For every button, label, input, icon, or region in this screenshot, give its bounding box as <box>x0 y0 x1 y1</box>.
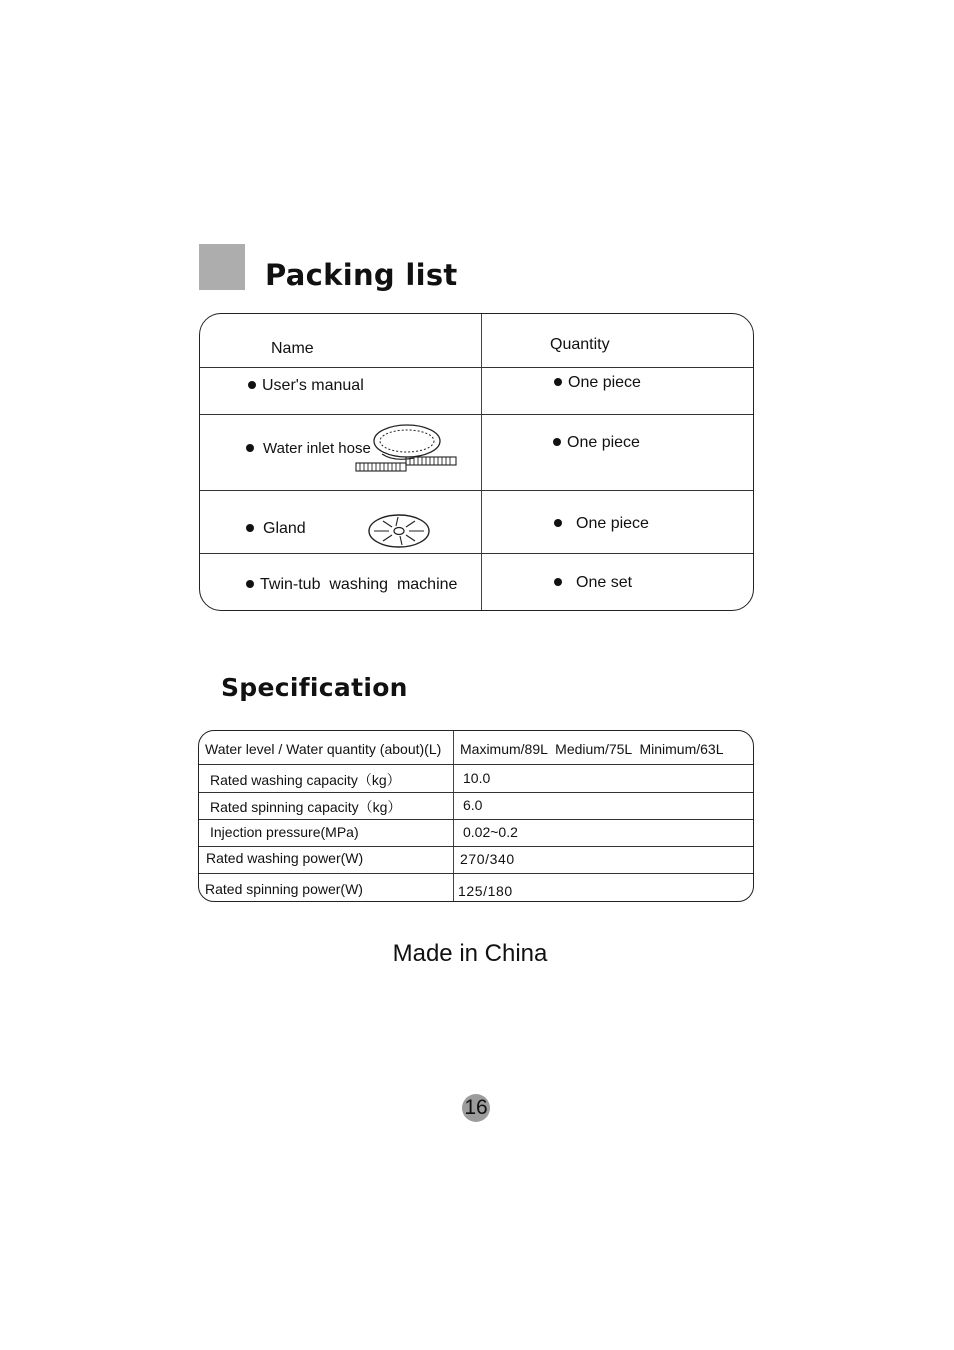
spec-label: Rated spinning power(W) <box>205 881 363 897</box>
spec-label: Water level / Water quantity (about)(L) <box>205 741 442 757</box>
row-divider <box>200 367 753 368</box>
item-quantity: One set <box>554 574 632 592</box>
item-quantity: One piece <box>554 515 649 533</box>
row-divider <box>199 792 753 793</box>
specification-title: Specification <box>221 673 408 702</box>
header-quantity: Quantity <box>550 336 610 353</box>
spec-label: Rated washing capacity（kg） <box>210 772 401 788</box>
item-name: Twin-tub washing machine <box>260 576 458 593</box>
spec-value: 125/180 <box>458 883 513 899</box>
bullet-icon <box>246 524 254 532</box>
bullet-icon <box>246 580 254 588</box>
table-row-gland <box>246 520 306 538</box>
spec-label: Rated washing power(W) <box>206 850 364 866</box>
item-name: User's manual <box>262 377 364 394</box>
row-divider <box>199 873 753 874</box>
row-divider <box>200 490 753 491</box>
item-quantity: One piece <box>553 434 640 452</box>
spec-value: 0.02~0.2 <box>463 824 518 840</box>
spec-value: 270/340 <box>460 851 515 867</box>
bullet-icon <box>553 438 561 446</box>
spec-value: 6.0 <box>463 797 483 813</box>
row-divider <box>200 553 753 554</box>
bullet-icon <box>554 519 562 527</box>
packing-list-table <box>199 313 754 611</box>
made-in-china-text: Made in China <box>392 940 548 967</box>
row-divider <box>199 764 753 765</box>
page-number-badge: 16 <box>462 1094 490 1122</box>
table-row-water-inlet-hose <box>246 440 371 457</box>
table-row-twin-tub <box>246 576 457 594</box>
bullet-icon <box>554 378 562 386</box>
packing-list-title: Packing list <box>265 258 458 292</box>
hose-icon <box>354 422 458 478</box>
bullet-icon <box>554 578 562 586</box>
bullet-icon <box>246 444 254 452</box>
table-row-users-manual <box>248 377 364 395</box>
row-divider <box>200 414 753 415</box>
item-name: Water inlet hose <box>263 440 371 457</box>
header-name: Name <box>271 340 314 357</box>
spec-label: Injection pressure(MPa) <box>210 824 359 840</box>
spec-value: 10.0 <box>463 770 491 786</box>
row-divider <box>199 819 753 820</box>
spec-label: Rated spinning capacity（kg） <box>210 799 402 815</box>
column-divider <box>481 314 482 610</box>
specification-table <box>198 730 754 902</box>
item-name: Gland <box>263 520 306 537</box>
spec-value: Maximum/89L Medium/75L Minimum/63L <box>460 741 724 757</box>
gland-icon <box>367 513 431 549</box>
bullet-icon <box>248 381 256 389</box>
column-divider <box>453 731 454 901</box>
item-quantity: One piece <box>554 374 641 392</box>
row-divider <box>199 846 753 847</box>
section-marker-square <box>199 244 245 290</box>
